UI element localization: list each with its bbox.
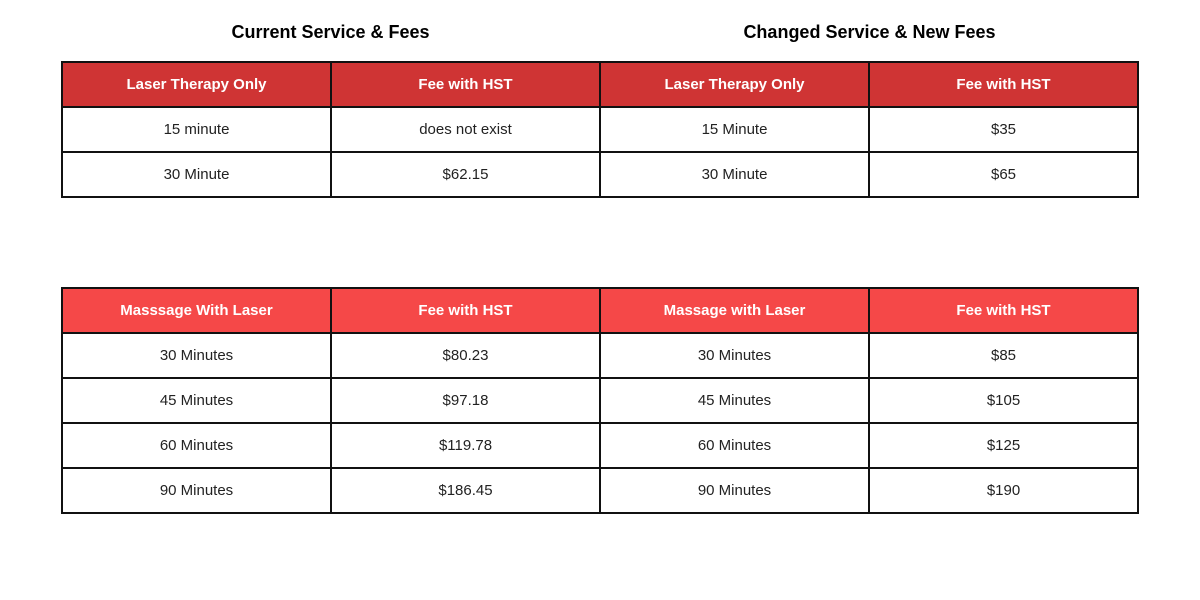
current-fee-cell: $119.78 bbox=[331, 423, 600, 468]
changed-fees-heading: Changed Service & New Fees bbox=[743, 22, 996, 42]
current-service-header: Masssage With Laser bbox=[62, 288, 331, 333]
table-row bbox=[62, 423, 1138, 468]
current-fee-cell: $80.23 bbox=[331, 333, 600, 378]
table-row bbox=[62, 152, 1138, 197]
table-row bbox=[62, 107, 1138, 152]
new-service-cell: 60 Minutes bbox=[600, 423, 869, 468]
new-service-header: Laser Therapy Only bbox=[600, 62, 869, 107]
current-fee-cell: $97.18 bbox=[331, 378, 600, 423]
current-service-cell: 60 Minutes bbox=[62, 423, 331, 468]
new-service-cell: 30 Minute bbox=[600, 152, 869, 197]
new-service-cell: 90 Minutes bbox=[600, 468, 869, 513]
current-fee-header: Fee with HST bbox=[331, 62, 600, 107]
new-fee-header: Fee with HST bbox=[869, 62, 1138, 107]
table-header-row bbox=[62, 288, 1138, 333]
current-fee-cell: $186.45 bbox=[331, 468, 600, 513]
new-fee-cell: $65 bbox=[869, 152, 1138, 197]
new-fee-cell: $125 bbox=[869, 423, 1138, 468]
section-headings bbox=[61, 22, 1139, 50]
current-fee-header: Fee with HST bbox=[331, 288, 600, 333]
new-fee-cell: $35 bbox=[869, 107, 1138, 152]
table-row bbox=[62, 378, 1138, 423]
table-header-row bbox=[62, 62, 1138, 107]
laser-therapy-fees-table bbox=[61, 61, 1139, 198]
current-fees-heading: Current Service & Fees bbox=[231, 22, 430, 42]
current-service-cell: 45 Minutes bbox=[62, 378, 331, 423]
current-fee-cell: does not exist bbox=[331, 107, 600, 152]
new-service-cell: 15 Minute bbox=[600, 107, 869, 152]
current-service-cell: 15 minute bbox=[62, 107, 331, 152]
new-fee-cell: $85 bbox=[869, 333, 1138, 378]
current-service-cell: 90 Minutes bbox=[62, 468, 331, 513]
new-service-cell: 30 Minutes bbox=[600, 333, 869, 378]
massage-with-laser-fees-table bbox=[61, 287, 1139, 514]
new-fee-header: Fee with HST bbox=[869, 288, 1138, 333]
current-service-cell: 30 Minutes bbox=[62, 333, 331, 378]
current-service-header: Laser Therapy Only bbox=[62, 62, 331, 107]
new-fee-cell: $105 bbox=[869, 378, 1138, 423]
table-row bbox=[62, 333, 1138, 378]
current-service-cell: 30 Minute bbox=[62, 152, 331, 197]
new-service-header: Massage with Laser bbox=[600, 288, 869, 333]
new-fee-cell: $190 bbox=[869, 468, 1138, 513]
current-fee-cell: $62.15 bbox=[331, 152, 600, 197]
new-service-cell: 45 Minutes bbox=[600, 378, 869, 423]
table-row bbox=[62, 468, 1138, 513]
